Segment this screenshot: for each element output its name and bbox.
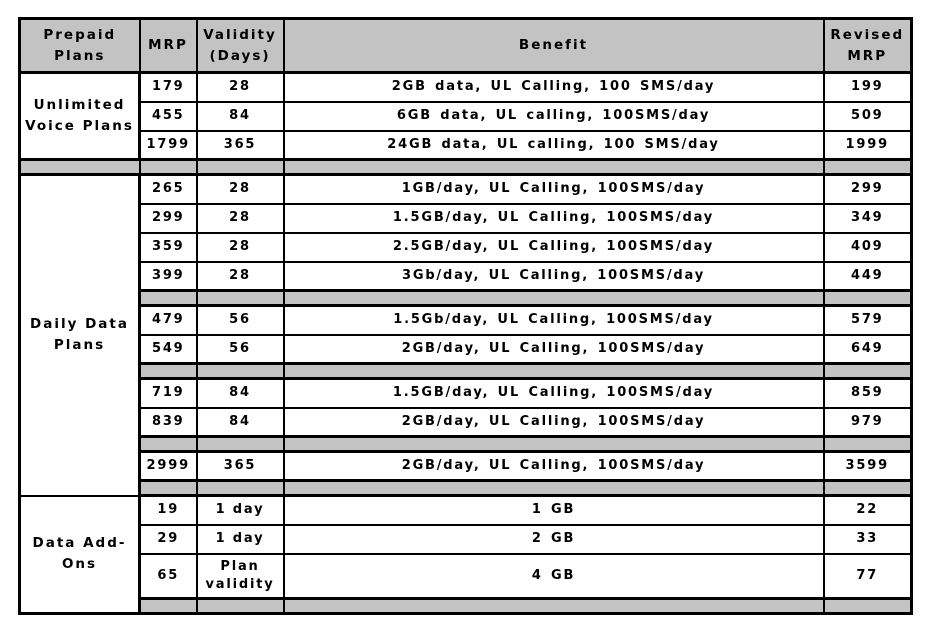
plan-row (20, 525, 912, 554)
header-benefit (284, 19, 824, 73)
spacer-cell (824, 599, 912, 614)
revised-mrp-cell: 33 (824, 525, 912, 554)
spacer-row (20, 364, 912, 379)
section-label-data-add-ons (20, 496, 140, 614)
spacer-cell (197, 599, 284, 614)
revised-mrp-cell: 299 (824, 175, 912, 204)
header-mrp (140, 19, 197, 73)
spacer-cell (140, 364, 197, 379)
validity-cell: 84 (197, 408, 284, 437)
mrp-cell: 65 (140, 554, 197, 599)
validity-cell: 28 (197, 175, 284, 204)
plan-row (20, 452, 912, 481)
plan-row (20, 233, 912, 262)
benefit-cell: 2GB/day, UL Calling, 100SMS/day (284, 452, 824, 481)
header-revised-mrp (824, 19, 912, 73)
revised-mrp-cell: 509 (824, 102, 912, 131)
spacer-cell (140, 160, 197, 175)
spacer-cell (284, 160, 824, 175)
benefit-cell: 2GB/day, UL Calling, 100SMS/day (284, 335, 824, 364)
revised-mrp-cell: 22 (824, 496, 912, 525)
validity-cell: 84 (197, 379, 284, 408)
revised-mrp-cell: 409 (824, 233, 912, 262)
benefit-cell: 1.5GB/day, UL Calling, 100SMS/day (284, 379, 824, 408)
revised-mrp-cell: 859 (824, 379, 912, 408)
benefit-cell: 3Gb/day, UL Calling, 100SMS/day (284, 262, 824, 291)
spacer-cell (284, 291, 824, 306)
spacer-cell (824, 481, 912, 496)
spacer-cell (284, 364, 824, 379)
benefit-cell: 2GB/day, UL Calling, 100SMS/day (284, 408, 824, 437)
plan-row (20, 262, 912, 291)
spacer-row (20, 599, 912, 614)
revised-mrp-cell: 579 (824, 306, 912, 335)
revised-mrp-cell: 77 (824, 554, 912, 599)
spacer-cell (284, 599, 824, 614)
plan-row (20, 408, 912, 437)
benefit-cell: 1.5GB/day, UL Calling, 100SMS/day (284, 204, 824, 233)
plan-row (20, 306, 912, 335)
plan-row (20, 73, 912, 102)
mrp-cell: 2999 (140, 452, 197, 481)
spacer-cell (140, 437, 197, 452)
mrp-cell: 399 (140, 262, 197, 291)
spacer-cell (197, 160, 284, 175)
spacer-row (20, 437, 912, 452)
revised-mrp-cell: 979 (824, 408, 912, 437)
header-line: (Days) (209, 47, 271, 64)
section-divider-row (20, 160, 912, 175)
header-validity (197, 19, 284, 73)
validity-cell: 1 day (197, 525, 284, 554)
plan-row (20, 496, 912, 525)
mrp-cell: 359 (140, 233, 197, 262)
validity-cell: Plan validity (197, 554, 284, 599)
section-label-daily-data-plans (20, 175, 140, 496)
validity-cell: 1 day (197, 496, 284, 525)
section-label-line: Plans (53, 337, 106, 354)
validity-cell: 365 (197, 452, 284, 481)
validity-cell: 28 (197, 262, 284, 291)
section-label-line: Data Add- (32, 535, 127, 552)
validity-cell: 28 (197, 233, 284, 262)
revised-mrp-cell: 3599 (824, 452, 912, 481)
spacer-cell (824, 160, 912, 175)
validity-cell: 365 (197, 131, 284, 160)
benefit-cell: 2 GB (284, 525, 824, 554)
mrp-cell: 839 (140, 408, 197, 437)
header-line: MRP (847, 47, 888, 64)
spacer-cell (140, 599, 197, 614)
spacer-cell (824, 437, 912, 452)
header-line: Plans (54, 47, 106, 64)
spacer-row (20, 481, 912, 496)
section-label-line: Ons (61, 556, 98, 573)
benefit-cell: 2GB data, UL Calling, 100 SMS/day (284, 73, 824, 102)
plan-row (20, 175, 912, 204)
header-line: Benefit (518, 37, 589, 54)
spacer-cell (140, 291, 197, 306)
spacer-cell (140, 481, 197, 496)
plan-row (20, 102, 912, 131)
validity-cell: 28 (197, 204, 284, 233)
spacer-row (20, 291, 912, 306)
benefit-cell: 1GB/day, UL Calling, 100SMS/day (284, 175, 824, 204)
plan-row (20, 131, 912, 160)
header-line: Validity (203, 26, 277, 43)
spacer-cell (197, 437, 284, 452)
prepaid-plans-table (18, 17, 913, 615)
mrp-cell: 265 (140, 175, 197, 204)
header-line: Revised (830, 26, 905, 43)
mrp-cell: 299 (140, 204, 197, 233)
plan-row (20, 554, 912, 599)
mrp-cell: 479 (140, 306, 197, 335)
header-row (20, 19, 912, 73)
header-prepaid-plans (20, 19, 140, 73)
spacer-cell (197, 481, 284, 496)
validity-cell: 56 (197, 335, 284, 364)
section-label-line: Voice Plans (25, 118, 134, 134)
mrp-cell: 719 (140, 379, 197, 408)
validity-cell: 84 (197, 102, 284, 131)
spacer-cell (20, 160, 140, 175)
validity-cell: 28 (197, 73, 284, 102)
revised-mrp-cell: 649 (824, 335, 912, 364)
section-label-unlimited-voice-plans (20, 73, 140, 160)
revised-mrp-cell: 449 (824, 262, 912, 291)
mrp-cell: 19 (140, 496, 197, 525)
spacer-cell (284, 481, 824, 496)
plan-row (20, 204, 912, 233)
revised-mrp-cell: 199 (824, 73, 912, 102)
spacer-cell (284, 437, 824, 452)
benefit-cell: 24GB data, UL calling, 100 SMS/day (284, 131, 824, 160)
benefit-cell: 2.5GB/day, UL Calling, 100SMS/day (284, 233, 824, 262)
benefit-cell: 1.5Gb/day, UL Calling, 100SMS/day (284, 306, 824, 335)
section-label-line: Unlimited (33, 97, 126, 114)
revised-mrp-cell: 349 (824, 204, 912, 233)
header-line: MRP (148, 37, 188, 54)
mrp-cell: 179 (140, 73, 197, 102)
mrp-cell: 455 (140, 102, 197, 131)
spacer-cell (197, 291, 284, 306)
mrp-cell: 29 (140, 525, 197, 554)
revised-mrp-cell: 1999 (824, 131, 912, 160)
benefit-cell: 4 GB (284, 554, 824, 599)
plan-row (20, 379, 912, 408)
plan-row (20, 335, 912, 364)
mrp-cell: 549 (140, 335, 197, 364)
spacer-cell (824, 291, 912, 306)
benefit-cell: 1 GB (284, 496, 824, 525)
section-label-line: Daily Data (30, 316, 129, 333)
header-line: Prepaid (43, 26, 117, 43)
spacer-cell (824, 364, 912, 379)
validity-cell: 56 (197, 306, 284, 335)
mrp-cell: 1799 (140, 131, 197, 160)
benefit-cell: 6GB data, UL calling, 100SMS/day (284, 102, 824, 131)
spacer-cell (197, 364, 284, 379)
